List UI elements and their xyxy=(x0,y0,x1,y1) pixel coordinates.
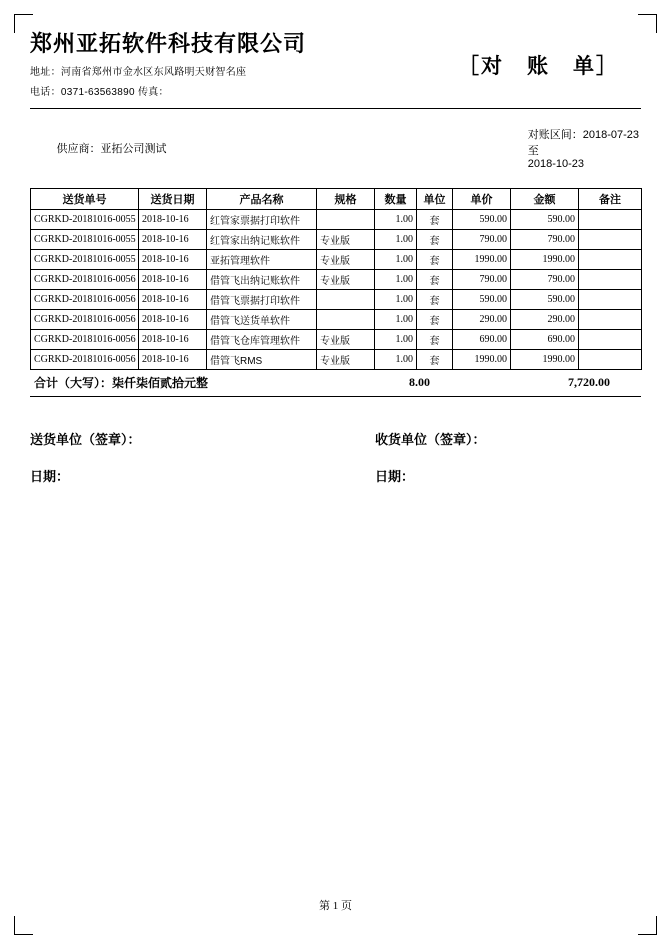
cell-price: 1990.00 xyxy=(453,249,511,269)
cell-order-no: CGRKD-20181016-0056 xyxy=(31,329,139,349)
cell-qty: 1.00 xyxy=(375,269,417,289)
cell-amount: 590.00 xyxy=(511,209,579,229)
page-footer: 第 1 页 xyxy=(319,900,352,912)
cell-unit: 套 xyxy=(417,209,453,229)
total-label: 合计（大写）：柒仟柒佰贰拾元整 xyxy=(34,375,209,390)
cell-qty: 1.00 xyxy=(375,349,417,369)
cell-spec xyxy=(317,289,375,309)
crop-mark-bottom-left xyxy=(14,916,33,935)
cell-date: 2018-10-16 xyxy=(139,229,207,249)
cell-product: 借管飞仓库管理软件 xyxy=(207,329,317,349)
crop-mark-bottom-right xyxy=(638,916,657,935)
cell-unit: 套 xyxy=(417,349,453,369)
table-row xyxy=(31,329,642,349)
cell-spec: 专业版 xyxy=(317,349,375,369)
cell-qty: 1.00 xyxy=(375,209,417,229)
signature-title-line xyxy=(30,429,641,448)
column-header-order-no: 送货单号 xyxy=(31,188,139,209)
table-row xyxy=(31,269,642,289)
cell-date: 2018-10-16 xyxy=(139,209,207,229)
cell-amount: 590.00 xyxy=(511,289,579,309)
cell-product: 借管飞出纳记账软件 xyxy=(207,269,317,289)
cell-spec xyxy=(317,309,375,329)
period-separator: 至 xyxy=(527,144,539,157)
cell-remark xyxy=(579,249,642,269)
table-row xyxy=(31,249,642,269)
cell-amount: 690.00 xyxy=(511,329,579,349)
cell-order-no: CGRKD-20181016-0056 xyxy=(31,269,139,289)
cell-remark xyxy=(579,289,642,309)
cell-order-no: CGRKD-20181016-0056 xyxy=(31,349,139,369)
cell-price: 590.00 xyxy=(453,289,511,309)
cell-remark xyxy=(579,269,642,289)
column-header-date: 送货日期 xyxy=(139,188,207,209)
supplier-value: 亚拓公司测试 xyxy=(100,142,167,155)
column-header-amount: 金额 xyxy=(511,188,579,209)
cell-order-no: CGRKD-20181016-0055 xyxy=(31,229,139,249)
total-amount: 7,720.00 xyxy=(568,374,610,389)
cell-unit: 套 xyxy=(417,229,453,249)
cell-unit: 套 xyxy=(417,289,453,309)
meta-row xyxy=(30,109,641,188)
cell-unit: 套 xyxy=(417,269,453,289)
table-row xyxy=(31,289,642,309)
cell-unit: 套 xyxy=(417,249,453,269)
cell-date: 2018-10-16 xyxy=(139,309,207,329)
cell-date: 2018-10-16 xyxy=(139,329,207,349)
column-header-unit: 单位 xyxy=(417,188,453,209)
cell-order-no: CGRKD-20181016-0055 xyxy=(31,209,139,229)
column-header-remark: 备注 xyxy=(579,188,642,209)
cell-product: 红管家出纳记账软件 xyxy=(207,229,317,249)
statement-table xyxy=(30,188,642,370)
table-row xyxy=(31,309,642,329)
cell-qty: 1.00 xyxy=(375,229,417,249)
signature-date-line xyxy=(30,466,641,485)
cell-amount: 790.00 xyxy=(511,269,579,289)
column-header-price: 单价 xyxy=(453,188,511,209)
cell-spec: 专业版 xyxy=(317,329,375,349)
cell-amount: 1990.00 xyxy=(511,249,579,269)
cell-price: 790.00 xyxy=(453,269,511,289)
cell-order-no: CGRKD-20181016-0056 xyxy=(31,309,139,329)
cell-qty: 1.00 xyxy=(375,289,417,309)
cell-price: 590.00 xyxy=(453,209,511,229)
column-header-qty: 数量 xyxy=(375,188,417,209)
total-row xyxy=(30,370,641,397)
cell-product: 借管飞RMS xyxy=(207,349,317,369)
cell-price: 790.00 xyxy=(453,229,511,249)
cell-price: 290.00 xyxy=(453,309,511,329)
cell-price: 690.00 xyxy=(453,329,511,349)
table-row xyxy=(31,229,642,249)
document-header xyxy=(30,28,641,98)
cell-product: 借管飞票据打印软件 xyxy=(207,289,317,309)
cell-remark xyxy=(579,229,642,249)
cell-date: 2018-10-16 xyxy=(139,269,207,289)
cell-qty: 1.00 xyxy=(375,329,417,349)
cell-qty: 1.00 xyxy=(375,249,417,269)
total-quantity: 8.00 xyxy=(409,374,430,389)
column-header-product: 产品名称 xyxy=(207,188,317,209)
cell-spec: 专业版 xyxy=(317,269,375,289)
cell-amount: 790.00 xyxy=(511,229,579,249)
company-block xyxy=(30,28,306,98)
cell-spec: 专业版 xyxy=(317,249,375,269)
period-field xyxy=(503,114,639,182)
total-section xyxy=(30,370,641,397)
company-address: 地址：河南省郑州市金水区东风路明天财智名座 xyxy=(30,66,247,78)
column-header-spec: 规格 xyxy=(317,188,375,209)
table-row xyxy=(31,209,642,229)
cell-date: 2018-10-16 xyxy=(139,249,207,269)
supplier-label: 供应商： xyxy=(56,142,101,155)
supplier-field xyxy=(32,128,166,168)
cell-amount: 1990.00 xyxy=(511,349,579,369)
cell-product: 红管家票据打印软件 xyxy=(207,209,317,229)
cell-amount: 290.00 xyxy=(511,309,579,329)
cell-unit: 套 xyxy=(417,329,453,349)
deliver-date-label: 日期： xyxy=(30,468,70,484)
document-title: ［对 账 单］ xyxy=(458,54,619,78)
cell-date: 2018-10-16 xyxy=(139,349,207,369)
cell-remark xyxy=(579,329,642,349)
cell-remark xyxy=(579,309,642,329)
document-content xyxy=(30,28,641,503)
signature-section xyxy=(30,429,641,485)
cell-product: 借管飞送货单软件 xyxy=(207,309,317,329)
cell-order-no: CGRKD-20181016-0056 xyxy=(31,289,139,309)
cell-date: 2018-10-16 xyxy=(139,289,207,309)
cell-spec: 专业版 xyxy=(317,229,375,249)
cell-product: 亚拓管理软件 xyxy=(207,249,317,269)
receive-signature-label: 收货单位（签章）： xyxy=(375,431,486,447)
cell-remark xyxy=(579,209,642,229)
cell-unit: 套 xyxy=(417,309,453,329)
cell-order-no: CGRKD-20181016-0055 xyxy=(31,249,139,269)
company-phone: 电话：0371-63563890 传真： xyxy=(30,86,169,98)
table-header-row xyxy=(31,188,642,209)
company-name: 郑州亚拓软件科技有限公司 xyxy=(30,31,307,56)
period-label: 对账区间： xyxy=(527,128,583,141)
period-start: 2018-07-23 xyxy=(582,128,639,141)
receive-date-label: 日期： xyxy=(375,468,415,484)
table-row xyxy=(31,349,642,369)
cell-remark xyxy=(579,349,642,369)
cell-price: 1990.00 xyxy=(453,349,511,369)
deliver-signature-label: 送货单位（签章）： xyxy=(30,431,141,447)
cell-qty: 1.00 xyxy=(375,309,417,329)
period-end: 2018-10-23 xyxy=(527,157,584,170)
cell-spec xyxy=(317,209,375,229)
